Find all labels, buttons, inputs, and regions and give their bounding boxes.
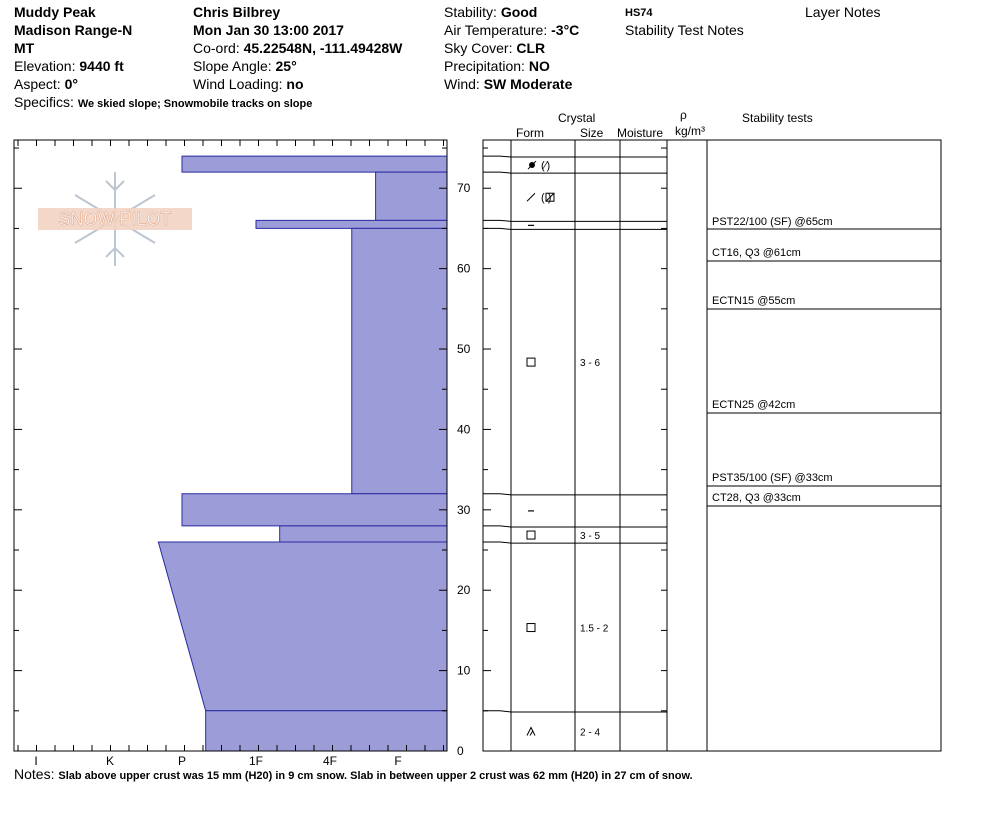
location-name: Muddy Peak	[14, 4, 96, 20]
stability-test-label: PST35/100 (SF) @33cm	[712, 472, 833, 484]
hardness-profile	[158, 156, 447, 751]
decomposing-icon	[527, 193, 535, 201]
faceted-icon	[527, 624, 535, 632]
slope-angle-field: Slope Angle: 25°	[193, 58, 297, 74]
hardness-tick-label: I	[34, 754, 38, 768]
stability-test-label: CT28, Q3 @33cm	[712, 492, 801, 504]
faceted-icon	[527, 358, 535, 366]
layer-connector	[483, 711, 511, 712]
hardness-tick-label: P	[177, 754, 187, 768]
notes: Notes: Slab above upper crust was 15 mm (H20) in 9 cm snow. Slab in between upper 2 crust was 62 mm (H20) in 27 cm of snow.	[14, 766, 693, 782]
crystal-size-label: 3 - 6	[580, 358, 601, 370]
chart-frames	[14, 140, 941, 751]
hardness-layer	[158, 542, 447, 711]
moisture-header: Moisture	[617, 126, 664, 140]
depth-tick-label: 70	[457, 181, 471, 196]
layer-connector	[483, 156, 511, 157]
snowpilot-logo	[38, 172, 192, 266]
secondary-form-paren: ( )	[541, 192, 552, 205]
crystal-header: Crystal	[558, 111, 596, 125]
wind-field: Wind: SW Moderate	[444, 76, 573, 92]
stability-test-label: ECTN25 @42cm	[712, 399, 796, 411]
depth-tick-label: 30	[457, 502, 471, 517]
stability-test-label: PST22/100 (SF) @65cm	[712, 216, 833, 228]
hardness-tick-label: K	[105, 754, 115, 768]
hardness-layer	[376, 172, 447, 220]
elevation-field: Elevation: 9440 ft	[14, 58, 124, 74]
stability-tests	[707, 216, 941, 506]
hardness-tick-label: 1F	[248, 754, 264, 768]
stability-tests-header: Stability tests	[742, 111, 813, 125]
specifics-field: Specifics: We skied slope; Snowmobile tracks on slope	[14, 94, 313, 110]
air-temperature-field: Air Temperature: -3°C	[444, 22, 580, 38]
crystal-size-label: 2 - 4	[580, 727, 601, 739]
layer-connector	[483, 494, 511, 495]
snow-height: HS74	[625, 7, 653, 19]
depth-tick-label: 40	[457, 422, 471, 437]
sky-cover-field: Sky Cover: CLR	[444, 40, 546, 56]
hardness-tick-label: F	[394, 754, 402, 768]
form-header: Form	[516, 126, 544, 140]
stability-notes-title: Stability Test Notes	[625, 22, 744, 38]
depth-tick-label: 50	[457, 342, 471, 357]
range-name: Madison Range-N	[14, 22, 133, 38]
logo-text: SNOW PILOT	[58, 209, 172, 229]
aspect-field: Aspect: 0°	[14, 76, 78, 92]
layer-table-frame	[483, 140, 941, 751]
observation-datetime: Mon Jan 30 13:00 2017	[193, 22, 344, 38]
depth-tick-label: 20	[457, 583, 471, 598]
layer-connector	[483, 172, 511, 173]
layer-connector	[483, 228, 511, 229]
secondary-form-text: (⁄)	[541, 160, 551, 173]
layer-connector	[483, 526, 511, 527]
observer-name: Chris Bilbrey	[193, 4, 281, 20]
faceted-icon	[527, 531, 535, 539]
depth-tick-label: 10	[457, 663, 471, 678]
stability-test-label: ECTN15 @55cm	[712, 295, 796, 307]
hardness-layer	[182, 494, 447, 526]
hardness-tick-label: 4F	[322, 754, 338, 768]
size-header: Size	[580, 126, 604, 140]
depth-hoar-icon-stroke	[530, 731, 533, 736]
wind-loading-field: Wind Loading: no	[193, 76, 304, 92]
crystal-size-label: 3 - 5	[580, 531, 601, 543]
layer-connector	[483, 542, 511, 543]
depth-tick-label: 60	[457, 261, 471, 276]
hardness-layer	[280, 526, 447, 542]
crystal-size-label: 1.5 - 2	[580, 623, 609, 635]
hardness-layer	[206, 711, 447, 751]
state-name: MT	[14, 40, 35, 56]
density-symbol: ρ	[680, 108, 687, 122]
hardness-layer	[256, 220, 447, 228]
hardness-layer	[182, 156, 447, 172]
hardness-layer	[352, 228, 447, 493]
coordinate-field: Co-ord: 45.22548N, -111.49428W	[193, 40, 403, 56]
depth-tick-label: 0	[457, 744, 464, 758]
layer-notes-title: Layer Notes	[805, 4, 881, 20]
layer-connector	[483, 220, 511, 221]
stability-field: Stability: Good	[444, 4, 538, 20]
density-unit: kg/m³	[675, 124, 705, 138]
stability-test-label: CT16, Q3 @61cm	[712, 247, 801, 259]
precipitation-field: Precipitation: NO	[444, 58, 550, 74]
